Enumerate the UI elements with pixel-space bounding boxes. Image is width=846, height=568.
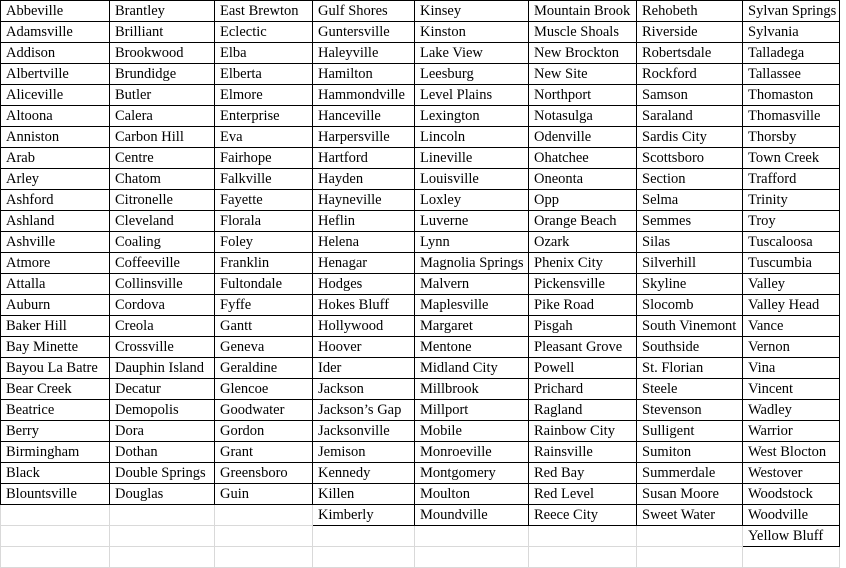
sheet-cell[interactable]: Level Plains [415,85,529,106]
sheet-cell[interactable]: Foley [215,232,313,253]
sheet-cell[interactable]: Lynn [415,232,529,253]
sheet-cell[interactable]: Bay Minette [1,337,110,358]
sheet-cell[interactable]: Hamilton [313,64,415,85]
sheet-cell[interactable]: Vincent [743,379,840,400]
sheet-cell[interactable]: Hanceville [313,106,415,127]
sheet-cell[interactable] [1,547,110,568]
sheet-row [1,400,840,421]
sheet-row [1,274,840,295]
sheet-cell[interactable]: St. Florian [637,358,743,379]
sheet-cell[interactable]: Vina [743,358,840,379]
sheet-cell[interactable]: Moundville [415,505,529,526]
sheet-cell[interactable]: Reece City [529,505,637,526]
sheet-cell[interactable]: Adamsville [1,22,110,43]
sheet-cell[interactable]: Ashland [1,211,110,232]
sheet-row [1,253,840,274]
sheet-row [1,85,840,106]
sheet-cell[interactable]: Vernon [743,337,840,358]
sheet-cell[interactable]: Trafford [743,169,840,190]
sheet-cell[interactable]: Thomaston [743,85,840,106]
sheet-cell[interactable]: Jacksonville [313,421,415,442]
sheet-cell[interactable]: Kinsey [415,1,529,22]
sheet-cell[interactable]: Hayden [313,169,415,190]
sheet-cell[interactable]: Enterprise [215,106,313,127]
sheet-cell[interactable]: Notasulga [529,106,637,127]
sheet-row [1,106,840,127]
sheet-cell[interactable]: Ragland [529,400,637,421]
sheet-cell[interactable]: Section [637,169,743,190]
sheet-cell[interactable]: Steele [637,379,743,400]
sheet-cell[interactable]: Altoona [1,106,110,127]
sheet-cell[interactable]: Monroeville [415,442,529,463]
sheet-cell[interactable]: Wadley [743,400,840,421]
sheet-row [1,463,840,484]
sheet-cell[interactable]: Semmes [637,211,743,232]
sheet-cell[interactable]: Woodville [743,505,840,526]
sheet-cell[interactable]: Centre [110,148,215,169]
sheet-cell[interactable]: Albertville [1,64,110,85]
sheet-cell[interactable] [313,547,415,568]
sheet-cell[interactable]: Fyffe [215,295,313,316]
sheet-cell[interactable] [1,526,110,547]
sheet-cell[interactable]: Florala [215,211,313,232]
sheet-cell[interactable]: Grant [215,442,313,463]
sheet-cell[interactable]: Baker Hill [1,316,110,337]
sheet-cell[interactable]: Ozark [529,232,637,253]
sheet-cell[interactable] [529,547,637,568]
sheet-cell[interactable] [743,547,840,568]
sheet-cell[interactable]: Stevenson [637,400,743,421]
sheet-cell[interactable]: Hollywood [313,316,415,337]
sheet-cell[interactable]: Magnolia Springs [415,253,529,274]
sheet-cell[interactable]: Brilliant [110,22,215,43]
sheet-cell[interactable]: Elba [215,43,313,64]
sheet-cell[interactable]: Killen [313,484,415,505]
sheet-cell[interactable]: Harpersville [313,127,415,148]
sheet-row [1,358,840,379]
sheet-row [1,22,840,43]
sheet-cell[interactable]: Goodwater [215,400,313,421]
sheet-cell[interactable]: Rainbow City [529,421,637,442]
sheet-cell[interactable]: Hayneville [313,190,415,211]
sheet-cell[interactable]: Thomasville [743,106,840,127]
sheet-cell[interactable]: Helena [313,232,415,253]
sheet-cell[interactable]: Sardis City [637,127,743,148]
sheet-cell[interactable]: Carbon Hill [110,127,215,148]
sheet-row [1,148,840,169]
sheet-cell[interactable]: Crossville [110,337,215,358]
sheet-cell[interactable]: Susan Moore [637,484,743,505]
sheet-row [1,190,840,211]
sheet-cell[interactable]: Fairhope [215,148,313,169]
sheet-cell[interactable]: Blountsville [1,484,110,505]
sheet-cell[interactable]: Guntersville [313,22,415,43]
sheet-cell[interactable]: Rainsville [529,442,637,463]
sheet-cell[interactable]: Hodges [313,274,415,295]
sheet-cell[interactable]: Loxley [415,190,529,211]
sheet-cell[interactable]: Rehobeth [637,1,743,22]
sheet-cell[interactable]: Mountain Brook [529,1,637,22]
sheet-cell[interactable]: Calera [110,106,215,127]
sheet-cell[interactable]: Kennedy [313,463,415,484]
sheet-cell[interactable]: Vance [743,316,840,337]
sheet-cell[interactable]: Odenville [529,127,637,148]
sheet-cell[interactable]: Lineville [415,148,529,169]
sheet-cell[interactable]: Hoover [313,337,415,358]
sheet-cell[interactable]: Talladega [743,43,840,64]
sheet-cell[interactable]: Margaret [415,316,529,337]
sheet-cell[interactable] [637,547,743,568]
sheet-cell[interactable]: Ashville [1,232,110,253]
sheet-cell[interactable]: West Blocton [743,442,840,463]
sheet-cell[interactable]: Tuscaloosa [743,232,840,253]
sheet-cell[interactable]: Collinsville [110,274,215,295]
sheet-cell[interactable]: Falkville [215,169,313,190]
sheet-row [1,379,840,400]
sheet-cell[interactable]: Woodstock [743,484,840,505]
sheet-cell[interactable]: Decatur [110,379,215,400]
sheet-cell[interactable]: Birmingham [1,442,110,463]
sheet-cell[interactable]: Red Bay [529,463,637,484]
sheet-cell[interactable]: Eclectic [215,22,313,43]
sheet-cell[interactable]: Douglas [110,484,215,505]
sheet-cell[interactable]: Slocomb [637,295,743,316]
sheet-cell[interactable]: Ashford [1,190,110,211]
sheet-row [1,64,840,85]
sheet-cell[interactable]: Kinston [415,22,529,43]
sheet-row [1,316,840,337]
sheet-cell[interactable]: Gantt [215,316,313,337]
sheet-cell[interactable]: Black [1,463,110,484]
sheet-cell[interactable]: Tuscumbia [743,253,840,274]
sheet-cell[interactable]: Haleyville [313,43,415,64]
sheet-cell[interactable]: Arley [1,169,110,190]
sheet-cell[interactable]: Fayette [215,190,313,211]
sheet-cell[interactable]: Brundidge [110,64,215,85]
sheet-cell[interactable]: Elmore [215,85,313,106]
sheet-cell[interactable]: Northport [529,85,637,106]
sheet-cell[interactable]: Ider [313,358,415,379]
sheet-cell[interactable]: Troy [743,211,840,232]
sheet-row [1,337,840,358]
sheet-cell[interactable] [215,505,313,526]
sheet-cell[interactable]: Abbeville [1,1,110,22]
sheet-cell[interactable]: Citronelle [110,190,215,211]
sheet-cell[interactable] [313,526,415,547]
sheet-cell[interactable] [215,547,313,568]
sheet-cell[interactable]: New Brockton [529,43,637,64]
sheet-cell[interactable]: Sylvania [743,22,840,43]
sheet-cell[interactable]: Warrior [743,421,840,442]
sheet-cell[interactable]: Riverside [637,22,743,43]
sheet-cell[interactable]: Thorsby [743,127,840,148]
sheet-cell[interactable]: Pike Road [529,295,637,316]
sheet-cell[interactable]: Oneonta [529,169,637,190]
sheet-cell[interactable]: Lexington [415,106,529,127]
sheet-row [1,442,840,463]
sheet-cell[interactable]: Maplesville [415,295,529,316]
sheet-row [1,169,840,190]
sheet-row [1,505,840,526]
sheet-cell[interactable]: Bayou La Batre [1,358,110,379]
sheet-cell[interactable]: Addison [1,43,110,64]
sheet-cell[interactable] [637,526,743,547]
sheet-row [1,295,840,316]
sheet-cell[interactable]: Silas [637,232,743,253]
sheet-cell[interactable]: Robertsdale [637,43,743,64]
sheet-cell[interactable]: Red Level [529,484,637,505]
sheet-cell[interactable]: Dauphin Island [110,358,215,379]
sheet-cell[interactable]: Brantley [110,1,215,22]
sheet-cell[interactable]: Creola [110,316,215,337]
sheet-cell[interactable]: Arab [1,148,110,169]
sheet-cell[interactable]: Hokes Bluff [313,295,415,316]
sheet-cell[interactable]: Greensboro [215,463,313,484]
sheet-cell[interactable]: Atmore [1,253,110,274]
sheet-cell[interactable] [110,526,215,547]
sheet-cell[interactable]: Elberta [215,64,313,85]
sheet-cell[interactable]: Westover [743,463,840,484]
sheet-cell[interactable]: Selma [637,190,743,211]
sheet-cell[interactable]: East Brewton [215,1,313,22]
sheet-cell[interactable]: Montgomery [415,463,529,484]
sheet-cell[interactable]: Scottsboro [637,148,743,169]
sheet-cell[interactable]: Glencoe [215,379,313,400]
sheet-cell[interactable]: Sumiton [637,442,743,463]
sheet-cell[interactable]: Henagar [313,253,415,274]
sheet-cell[interactable]: South Vinemont [637,316,743,337]
sheet-cell[interactable]: Demopolis [110,400,215,421]
sheet-row [1,547,840,568]
sheet-cell[interactable]: Hartford [313,148,415,169]
sheet-row [1,43,840,64]
sheet-cell[interactable]: Geraldine [215,358,313,379]
sheet-cell[interactable]: Valley Head [743,295,840,316]
sheet-row [1,526,840,547]
sheet-cell[interactable]: Midland City [415,358,529,379]
sheet-cell[interactable]: Yellow Bluff [743,526,840,547]
sheet-row [1,1,840,22]
sheet-cell[interactable]: Louisville [415,169,529,190]
sheet-cell[interactable] [215,526,313,547]
sheet-cell[interactable]: Moulton [415,484,529,505]
sheet-cell[interactable]: New Site [529,64,637,85]
sheet-cell[interactable] [110,505,215,526]
sheet-cell[interactable]: Geneva [215,337,313,358]
sheet-row [1,421,840,442]
sheet-cell[interactable]: Ohatchee [529,148,637,169]
sheet-cell[interactable]: Pleasant Grove [529,337,637,358]
sheet-cell[interactable] [110,547,215,568]
sheet-cell[interactable]: Skyline [637,274,743,295]
sheet-cell[interactable]: Summerdale [637,463,743,484]
sheet-cell[interactable] [415,526,529,547]
sheet-cell[interactable]: Pickensville [529,274,637,295]
sheet-cell[interactable]: Kimberly [313,505,415,526]
sheet-cell[interactable]: Gulf Shores [313,1,415,22]
sheet-cell[interactable]: Orange Beach [529,211,637,232]
sheet-cell[interactable]: Lincoln [415,127,529,148]
sheet-cell[interactable]: Dothan [110,442,215,463]
sheet-cell[interactable] [415,547,529,568]
sheet-cell[interactable]: Silverhill [637,253,743,274]
sheet-row [1,232,840,253]
sheet-cell[interactable]: Millbrook [415,379,529,400]
sheet-cell[interactable]: Saraland [637,106,743,127]
sheet-cell[interactable]: Malvern [415,274,529,295]
sheet-cell[interactable]: Eva [215,127,313,148]
sheet-cell[interactable]: Pisgah [529,316,637,337]
sheet-cell[interactable]: Mobile [415,421,529,442]
sheet-cell[interactable]: Sulligent [637,421,743,442]
sheet-cell[interactable] [529,526,637,547]
sheet-cell[interactable]: Beatrice [1,400,110,421]
sheet-cell[interactable]: Anniston [1,127,110,148]
sheet-cell[interactable]: Jackson’s Gap [313,400,415,421]
sheet-cell[interactable]: Jemison [313,442,415,463]
sheet-cell[interactable]: Fultondale [215,274,313,295]
sheet-cell[interactable]: Opp [529,190,637,211]
sheet-cell[interactable]: Valley [743,274,840,295]
sheet-cell[interactable]: Prichard [529,379,637,400]
sheet-cell[interactable]: Millport [415,400,529,421]
sheet-cell[interactable]: Chatom [110,169,215,190]
sheet-cell[interactable]: Sweet Water [637,505,743,526]
sheet-cell[interactable]: Franklin [215,253,313,274]
sheet-cell[interactable]: Auburn [1,295,110,316]
sheet-cell[interactable]: Bear Creek [1,379,110,400]
sheet-cell[interactable]: Cleveland [110,211,215,232]
sheet-cell[interactable]: Phenix City [529,253,637,274]
sheet-cell[interactable]: Lake View [415,43,529,64]
sheet-cell[interactable]: Berry [1,421,110,442]
sheet-cell[interactable]: Samson [637,85,743,106]
sheet-cell[interactable]: Gordon [215,421,313,442]
sheet-cell[interactable]: Guin [215,484,313,505]
sheet-cell[interactable]: Coffeeville [110,253,215,274]
sheet-row [1,127,840,148]
sheet-cell[interactable]: Attalla [1,274,110,295]
sheet-cell[interactable]: Town Creek [743,148,840,169]
sheet-cell[interactable]: Heflin [313,211,415,232]
sheet-cell[interactable]: Butler [110,85,215,106]
sheet-cell[interactable] [1,505,110,526]
sheet-cell[interactable]: Sylvan Springs [743,1,840,22]
sheet-cell[interactable]: Double Springs [110,463,215,484]
sheet-cell[interactable]: Trinity [743,190,840,211]
sheet-cell[interactable]: Dora [110,421,215,442]
sheet-cell[interactable]: Coaling [110,232,215,253]
sheet-cell[interactable]: Aliceville [1,85,110,106]
sheet-cell[interactable]: Mentone [415,337,529,358]
sheet-cell[interactable]: Brookwood [110,43,215,64]
sheet-cell[interactable]: Hammondville [313,85,415,106]
sheet-cell[interactable]: Tallassee [743,64,840,85]
sheet-cell[interactable]: Jackson [313,379,415,400]
sheet-cell[interactable]: Powell [529,358,637,379]
sheet-cell[interactable]: Muscle Shoals [529,22,637,43]
sheet-row [1,211,840,232]
sheet-cell[interactable]: Luverne [415,211,529,232]
sheet-cell[interactable]: Rockford [637,64,743,85]
sheet-cell[interactable]: Cordova [110,295,215,316]
sheet-cell[interactable]: Leesburg [415,64,529,85]
sheet-cell[interactable]: Southside [637,337,743,358]
sheet-row [1,484,840,505]
